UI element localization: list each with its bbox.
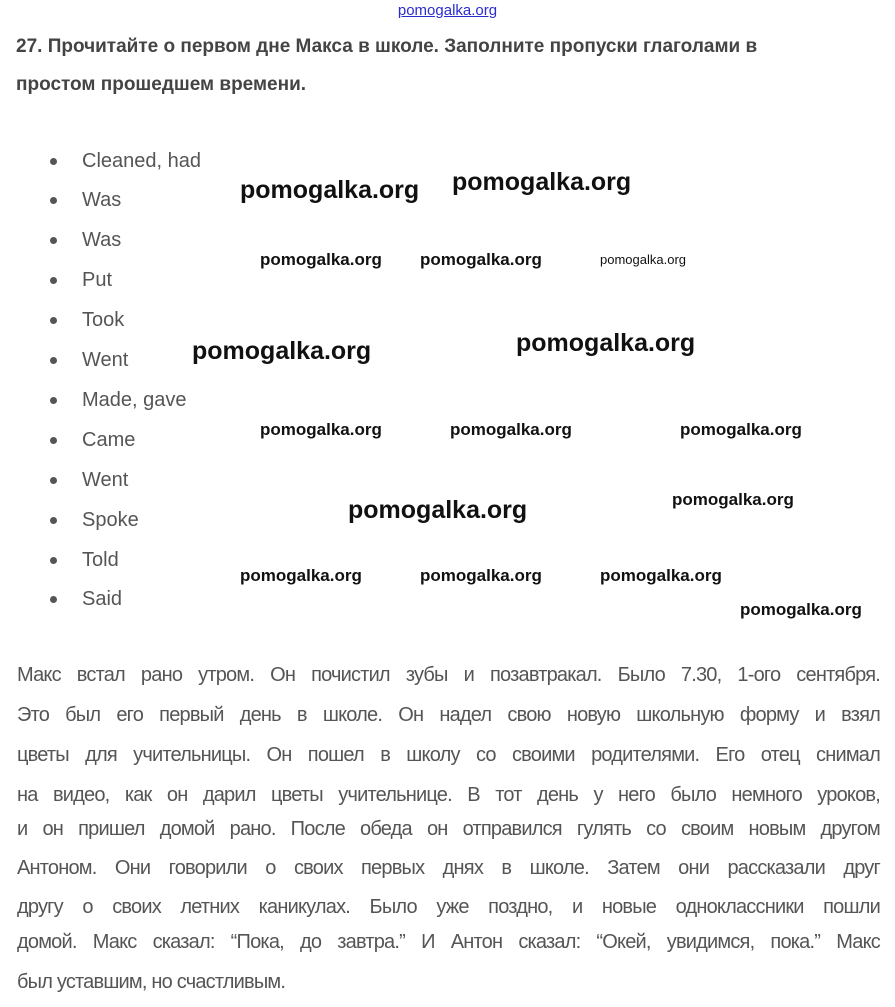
answer-item	[50, 229, 121, 253]
answer-item	[50, 149, 201, 173]
bullet-icon	[50, 557, 57, 564]
watermark-text: pomogalka.org	[600, 566, 722, 585]
watermark-text: pomogalka.org	[240, 566, 362, 585]
watermark-text: pomogalka.org	[516, 329, 696, 357]
watermark-text: pomogalka.org	[452, 168, 632, 196]
answer-item	[50, 189, 121, 213]
watermark-text: pomogalka.org	[420, 250, 542, 269]
answer-item	[50, 428, 135, 452]
watermark-text: pomogalka.org	[192, 337, 372, 365]
answer-text: Told	[82, 548, 119, 571]
answer-text: Took	[82, 309, 125, 332]
answer-text: Was	[82, 189, 122, 212]
watermark-text: pomogalka.org	[240, 176, 420, 204]
answer-item	[50, 548, 119, 572]
watermark-text: pomogalka.org	[260, 420, 382, 439]
watermark-text: pomogalka.org	[672, 490, 794, 509]
answer-text: Put	[82, 269, 113, 292]
answer-text: Said	[82, 588, 123, 611]
paragraph-line: на видео, как он дарил цветы учительнице. В тот день у него было немного уроков,	[17, 784, 880, 806]
answer-item	[50, 309, 124, 333]
paragraph-line: другу о своих летних каникулах. Было уже поздно, и новые одноклассники пошли	[17, 896, 880, 918]
paragraph-line: Макс встал рано утром. Он почистил зубы и позавтракал. Было 7.30, 1-ого сентября.	[17, 664, 880, 686]
bullet-icon	[50, 317, 57, 324]
answer-item	[50, 269, 112, 293]
answer-text: Went	[82, 349, 129, 371]
answer-text: Spoke	[82, 508, 139, 531]
answer-item	[50, 468, 128, 492]
exercise-title-line-1: 27. Прочитайте о первом дне Макса в школе. Заполните пропуски глаголами в	[16, 36, 758, 57]
answer-item	[50, 349, 128, 373]
bullet-icon	[50, 477, 57, 484]
answer-text: Came	[82, 428, 136, 451]
paragraph-line: и он пришел домой рано. После обеда он отправился гулять со своим новым другом	[17, 818, 880, 840]
paragraph-line: Антоном. Они говорили о своих первых днях в школе. Затем они рассказали друг	[17, 857, 880, 879]
watermark-text: pomogalka.org	[740, 600, 862, 619]
watermark-text: pomogalka.org	[420, 566, 542, 585]
bullet-icon	[50, 357, 57, 364]
bullet-icon	[50, 517, 57, 524]
answer-item	[50, 388, 187, 412]
exercise-title-line-2: простом прошедшем времени.	[16, 74, 307, 95]
answer-text: Went	[82, 468, 129, 491]
paragraph-line: Это был его первый день в школе. Он надел свою новую школьную форму и взял	[17, 704, 880, 726]
answer-text: Cleaned, had	[82, 149, 201, 172]
bullet-icon	[50, 197, 57, 204]
watermark-text: pomogalka.org	[680, 420, 802, 439]
header-watermark-link[interactable]: pomogalka.org	[397, 2, 498, 19]
bullet-icon	[50, 237, 57, 244]
bullet-icon	[50, 277, 57, 284]
paragraph-line: домой. Макс сказал: “Пока, до завтра.” И Антон сказал: “Окей, увидимся, пока.” Макс	[17, 931, 880, 953]
answer-item	[50, 508, 139, 532]
watermark-text: pomogalka.org	[600, 252, 686, 267]
watermark-text: pomogalka.org	[450, 420, 572, 439]
paragraph-line: цветы для учительницы. Он пошел в школу со своими родителями. Его отец снимал	[17, 744, 880, 766]
bullet-icon	[50, 437, 57, 444]
answer-item	[50, 588, 122, 612]
paragraph-line: был уставшим, но счастливым.	[17, 971, 286, 993]
answer-text: Made, gave	[82, 388, 187, 411]
bullet-icon	[50, 397, 57, 404]
bullet-icon	[50, 596, 57, 603]
bullet-icon	[50, 158, 57, 165]
answer-text: Was	[82, 229, 122, 252]
watermark-text: pomogalka.org	[260, 250, 382, 269]
watermark-text: pomogalka.org	[348, 496, 528, 524]
